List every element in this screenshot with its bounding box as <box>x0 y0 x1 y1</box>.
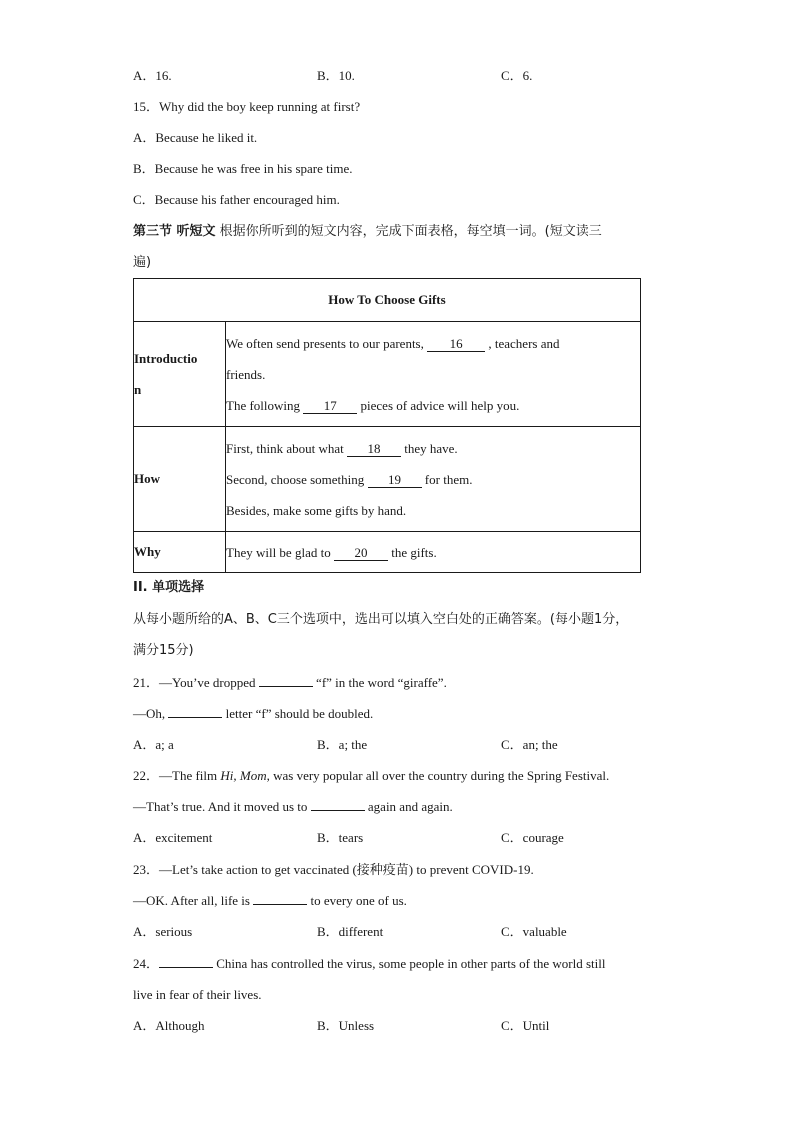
intro-label-line2: n <box>134 382 142 397</box>
q21-blank-1 <box>259 686 313 687</box>
q23-line2 <box>133 893 407 909</box>
q22-text: 22．—The film <box>133 768 221 783</box>
q15-option-c: C．Because his father encouraged him. <box>133 192 340 207</box>
q21-text: —Oh, <box>133 706 169 721</box>
q24-blank <box>159 967 213 968</box>
q21-option-a: A．a; a <box>133 737 174 752</box>
how-line2 <box>226 464 640 495</box>
q22-film-title: Hi, Mom <box>220 768 267 783</box>
part2-heading: II. 单项选择 <box>133 580 205 595</box>
q21-line1 <box>133 675 447 691</box>
how-line3: Besides, make some gifts by hand. <box>226 502 407 518</box>
q23-blank <box>253 904 307 905</box>
how-text: they have. <box>400 440 458 456</box>
q24-text: China has controlled the virus, some people in other parts of the world still <box>213 956 606 971</box>
intro-text: pieces of advice will help you. <box>357 397 520 413</box>
intro-text: We often send presents to our parents, <box>226 335 428 351</box>
how-label: How <box>134 427 226 532</box>
q22-line2 <box>133 799 453 815</box>
part2-instruction-line2: 满分15分) <box>133 643 194 658</box>
how-content <box>226 427 641 532</box>
intro-line1 <box>226 328 640 359</box>
why-text: They will be glad to <box>226 544 334 560</box>
intro-label-line1: Introductio <box>134 351 198 366</box>
section3-instruction-line1: 根据你所听到的短文内容，完成下面表格，每空填一词。(短文读三 <box>215 224 602 239</box>
q15-option-a: A．Because he liked it. <box>133 130 258 145</box>
q21-option-b: B．a; the <box>317 737 368 752</box>
q24-option-b: B．Unless <box>317 1018 375 1033</box>
section3-title: 第三节 听短文 <box>133 224 216 239</box>
q23-text: to every one of us. <box>307 893 407 908</box>
q21-text: “f” in the word “giraffe”. <box>312 675 447 690</box>
q21-line2 <box>133 706 373 722</box>
q21-option-c: C．an; the <box>501 737 558 752</box>
why-text: the gifts. <box>387 544 437 560</box>
q14-option-b: B．10. <box>317 68 355 83</box>
q21-text: 21．—You’ve dropped <box>133 675 259 690</box>
part2-instruction-line1: 从每小题所给的A、B、C三个选项中，选出可以填入空白处的正确答案。(每小题1分， <box>133 612 629 627</box>
q22-option-b: B．tears <box>317 830 364 845</box>
q24-line1 <box>133 956 605 972</box>
q15-stem: 15．Why did the boy keep running at first? <box>133 99 361 114</box>
how-text: Second, choose something <box>226 471 368 487</box>
q21-text: letter “f” should be doubled. <box>222 706 374 721</box>
blank-19: 19 <box>368 473 422 488</box>
q23-option-b: B．different <box>317 924 384 939</box>
blank-17: 17 <box>303 399 357 414</box>
q22-text: —That’s true. And it moved us to <box>133 799 311 814</box>
q22-line1 <box>133 768 609 784</box>
q24-number: 24． <box>133 956 160 971</box>
q23-option-a: A．serious <box>133 924 193 939</box>
intro-content <box>226 322 641 427</box>
how-text: for them. <box>421 471 473 487</box>
section3-instruction <box>133 224 602 240</box>
blank-18: 18 <box>347 442 401 457</box>
blank-16: 16 <box>427 337 485 352</box>
q24-line2: live in fear of their lives. <box>133 987 262 1002</box>
q14-option-c: C．6. <box>501 68 533 83</box>
table-title: How To Choose Gifts <box>134 279 641 322</box>
intro-label <box>134 322 226 427</box>
intro-text: The following <box>226 397 304 413</box>
how-text: First, think about what <box>226 440 347 456</box>
why-label: Why <box>134 532 226 573</box>
q22-text: again and again. <box>364 799 453 814</box>
blank-20: 20 <box>334 546 388 561</box>
q24-option-a: A．Although <box>133 1018 205 1033</box>
intro-text: , teachers and <box>485 335 560 351</box>
q22-blank <box>311 810 365 811</box>
section3-instruction-line2: 遍) <box>133 255 152 270</box>
q24-option-c: C．Until <box>501 1018 550 1033</box>
q23-line1: 23．—Let’s take action to get vaccinated (接种疫苗) to prevent COVID-19. <box>133 862 534 877</box>
why-content <box>226 532 641 573</box>
q21-blank-2 <box>168 717 222 718</box>
q23-option-c: C．valuable <box>501 924 567 939</box>
why-line <box>226 537 640 568</box>
intro-line2: friends. <box>226 366 266 382</box>
how-line1 <box>226 433 640 464</box>
intro-line3 <box>226 390 640 421</box>
q22-option-a: A．excitement <box>133 830 213 845</box>
gift-table <box>133 278 641 573</box>
q23-text: —OK. After all, life is <box>133 893 254 908</box>
q22-option-c: C．courage <box>501 830 564 845</box>
q15-option-b: B．Because he was free in his spare time. <box>133 161 353 176</box>
q22-text: , was very popular all over the country during the Spring Festival. <box>266 768 610 783</box>
q14-option-a: A．16. <box>133 68 172 83</box>
